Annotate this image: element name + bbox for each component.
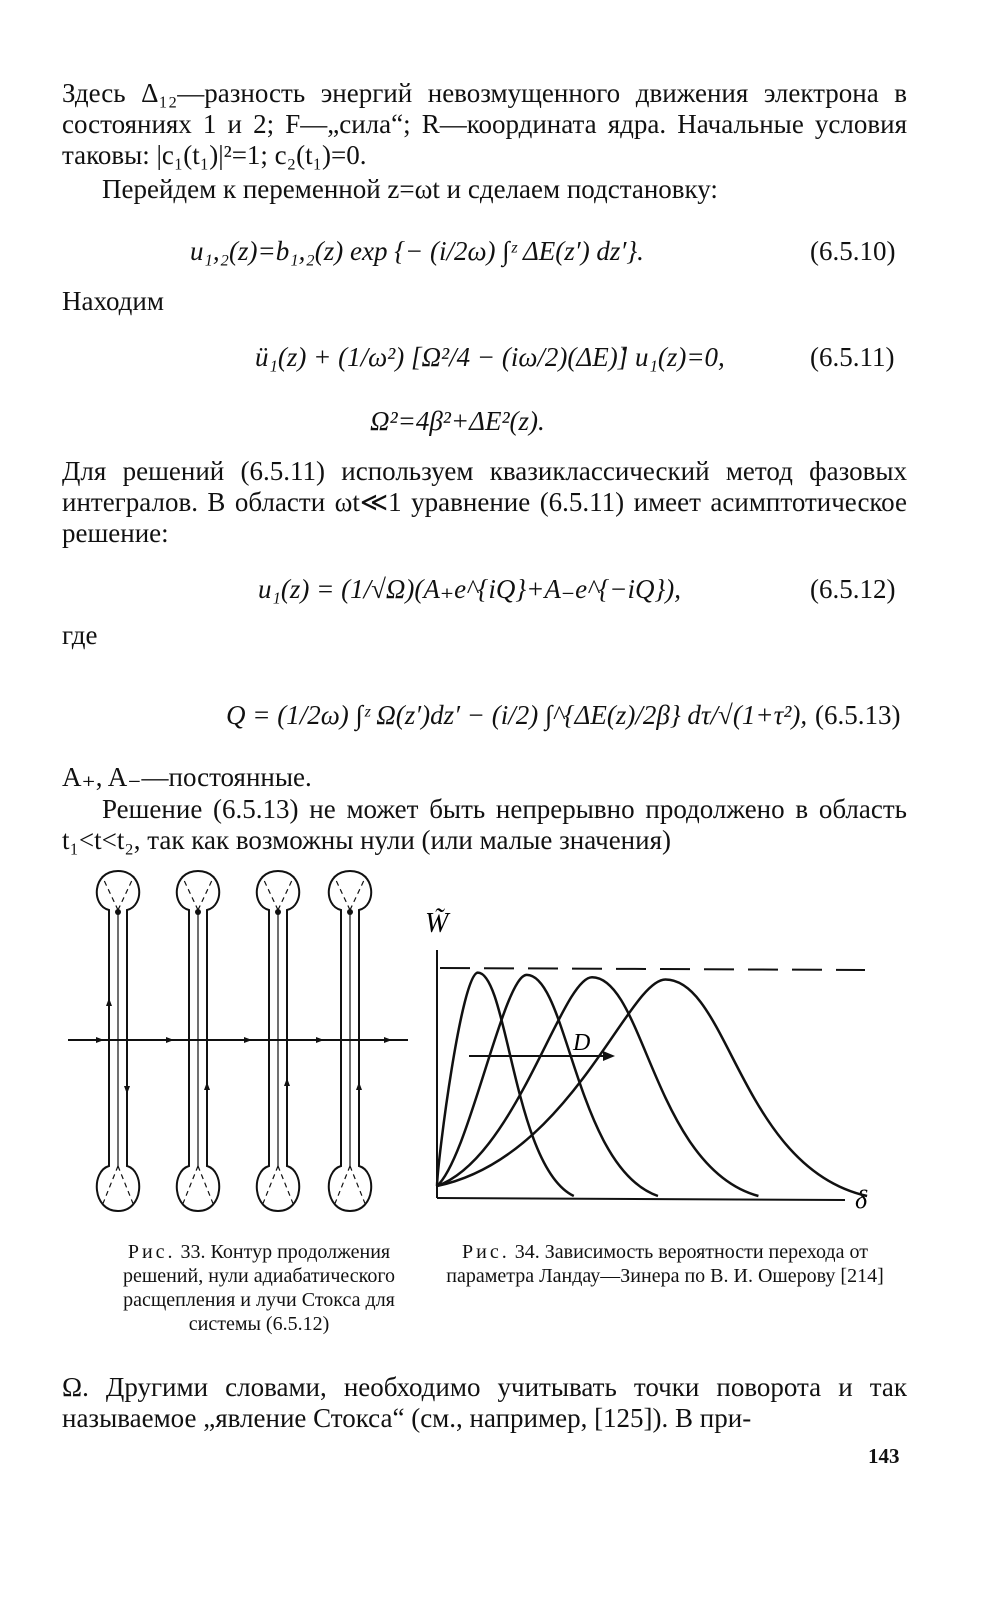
curve-3 — [437, 977, 758, 1196]
equation-6-5-13: Q = (1/2ω) ∫ᶻ Ω(z′)dz′ − (i/2) ∫^{ΔE(z)/2β} dτ/√(1+τ²), — [226, 700, 808, 730]
equation-number: (6.5.11) — [810, 342, 895, 372]
paragraph-7 — [62, 794, 907, 856]
figure-34-chart — [425, 890, 890, 1220]
equation-number: (6.5.10) — [810, 236, 896, 266]
figure-33-diagram — [66, 866, 411, 1218]
paragraph-6 — [62, 762, 907, 793]
paragraph-text: Для решений (6.5.11) используем квазиклассический метод фазовых интегралов. В области ωt≪1 уравнение (6.5.11) имеет асимптотическое решение: — [62, 456, 907, 548]
caption-label: Рис. — [462, 1241, 510, 1263]
paragraph-text: Здесь Δ₁₂—разность энергий невозмущенного движения электрона в состояниях 1 и 2; F—„сила“; R—координата ядра. Начальные условия таковы: |c₁(t₁)|²=1; c₂(t₁)=0. — [62, 78, 907, 170]
equation-omega: Ω²=4β²+ΔE²(z). — [370, 406, 545, 436]
paragraph-text: Решение (6.5.13) не может быть непрерывно продолжено в область t₁<t<t₂, так как возможны нули (или малые значения) — [62, 794, 907, 855]
x-axis — [437, 1198, 845, 1200]
paragraph-2 — [62, 174, 907, 205]
x-axis-label: δ — [855, 1185, 868, 1214]
curve-4 — [437, 980, 867, 1197]
equation-number: (6.5.12) — [810, 574, 896, 604]
equation-6-5-12: u₁(z) = (1/√Ω)(A₊e^{iQ}+A₋e^{−iQ}), — [258, 574, 682, 604]
equation-6-5-10: u₁,₂(z)=b₁,₂(z) exp {− (i/2ω) ∫ᶻ ΔE(z′) dz′}. — [190, 236, 644, 266]
caption-text: 34. Зависимость вероятности перехода от параметра Ландау—Зинера по В. И. Ошерову [214] — [446, 1241, 884, 1287]
paragraph-text: A₊, A₋—постоянные. — [62, 762, 312, 792]
caption-fig-33 — [100, 1240, 418, 1336]
paragraph-1 — [62, 78, 907, 171]
caption-text: 33. Контур продолжения решений, нули адиабатического расщепления и лучи Стокса для системы (6.5.12) — [122, 1241, 396, 1335]
paragraph-text: Ω. Другими словами, необходимо учитывать точки поворота и так называемое „явление Стокса“ (см., например, [125]). В при- — [62, 1372, 907, 1433]
zero-points — [115, 909, 353, 915]
paragraph-3 — [62, 286, 907, 317]
equation-6-5-11: ü₁(z) + (1/ω²) [Ω²/4 − (iω/2)(ΔE)̇] u₁(z)=0, — [255, 342, 725, 372]
caption-label: Рис. — [127, 1241, 176, 1263]
caption-fig-34 — [440, 1240, 890, 1288]
equation-number: (6.5.13) — [815, 700, 901, 730]
paragraph-8 — [62, 1372, 907, 1434]
page-number: 143 — [868, 1444, 900, 1468]
paragraph-text: где — [62, 620, 98, 650]
y-axis-label: W̃ — [425, 908, 449, 939]
direction-arrows — [96, 998, 392, 1094]
asymptote-line — [440, 968, 865, 970]
paragraph-5 — [62, 620, 907, 651]
paragraph-4 — [62, 456, 907, 549]
paragraph-text: Находим — [62, 286, 164, 316]
paragraph-text: Перейдем к переменной z=ωt и сделаем подстановку: — [102, 174, 718, 204]
curves — [437, 973, 867, 1196]
arrow-d-head — [603, 1051, 615, 1061]
arrow-label: D — [573, 1030, 591, 1056]
